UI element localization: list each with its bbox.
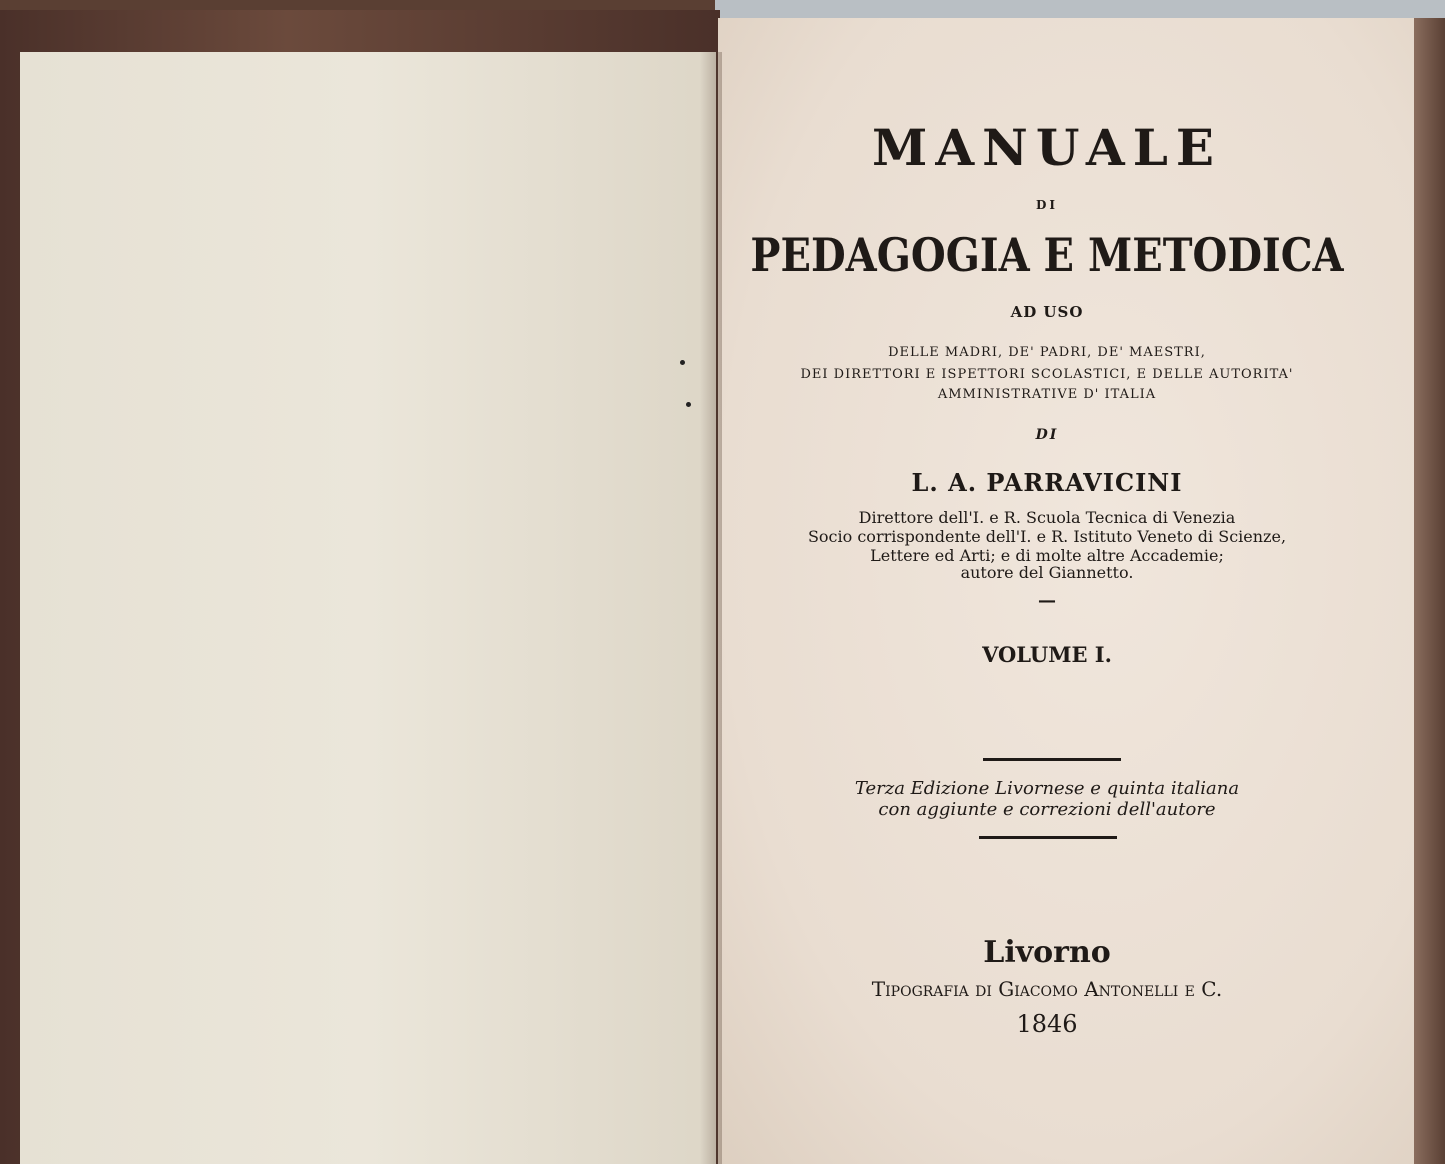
city: Livorno xyxy=(983,935,1111,970)
audience-line: DELLE MADRI, DE' PADRI, DE' MAESTRI, xyxy=(888,345,1206,360)
book-edge xyxy=(1414,18,1445,1164)
by-label: DI xyxy=(1035,427,1059,443)
title-connector: DI xyxy=(1035,198,1059,212)
edition-line: con aggiunte e correzioni dell'autore xyxy=(878,799,1216,820)
book-title: MANUALE xyxy=(872,118,1222,177)
audience-line: AMMINISTRATIVE D' ITALIA xyxy=(937,387,1157,402)
separator-dash: — xyxy=(1038,590,1056,611)
author-name: L. A. PARRAVICINI xyxy=(911,468,1183,497)
page-mark xyxy=(686,402,691,407)
left-blank-page xyxy=(20,52,716,1164)
author-title-line: Lettere ed Arti; e di molte altre Accademie; xyxy=(870,546,1224,565)
divider-rule xyxy=(979,836,1117,839)
author-title-line: autore del Giannetto. xyxy=(960,563,1134,582)
edition-line: Terza Edizione Livornese e quinta italiana xyxy=(854,778,1240,799)
page-mark xyxy=(680,360,685,365)
ad-uso: AD USO xyxy=(1010,303,1084,321)
divider-rule xyxy=(983,758,1121,761)
volume-label: VOLUME I. xyxy=(982,642,1112,667)
author-title-line: Socio corrispondente dell'I. e R. Istituto Veneto di Scienze, xyxy=(807,527,1287,546)
year: 1846 xyxy=(1016,1010,1078,1038)
book-subtitle: PEDAGOGIA E METODICA xyxy=(750,228,1344,283)
audience-line: DEI DIRETTORI E ISPETTORI SCOLASTICI, E DELLE AUTORITA' xyxy=(800,367,1294,382)
printer: Tipografia di Giacomo Antonelli e C. xyxy=(871,977,1223,1001)
author-title-line: Direttore dell'I. e R. Scuola Tecnica di Venezia xyxy=(858,508,1236,527)
